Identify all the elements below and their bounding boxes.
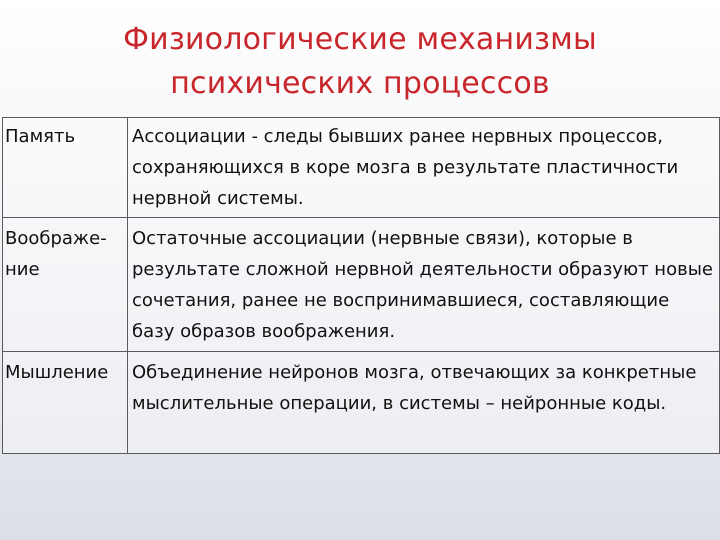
term-imagination: Воображе- ние (5, 228, 107, 280)
term-cell (3, 352, 128, 454)
title-line-2: психических процессов (170, 66, 550, 101)
description-memory: Ассоциации - следы бывших ранее нервных процессов, сохраняющихся в коре мозга в результате пластичности нервной системы. (132, 126, 679, 209)
mechanisms-table (2, 117, 720, 454)
description-imagination: Остаточные ассоциации (нервные связи), которые в результате сложной нервной деятельности образуют новые сочетания, ранее не воспринимавшиеся, составляющие базу образов воображения. (132, 228, 713, 342)
term-thinking: Мышление (5, 362, 109, 383)
description-cell (128, 218, 720, 352)
title-line-1: Физиологические механизмы (123, 22, 597, 57)
table-row (3, 218, 720, 352)
slide-title (0, 18, 720, 106)
table-row (3, 352, 720, 454)
table-row (3, 118, 720, 218)
term-memory: Память (5, 126, 76, 147)
description-thinking: Объединение нейронов мозга, отвечающих за конкретные мыслительные операции, в системы – нейронные коды. (132, 362, 697, 414)
description-cell (128, 352, 720, 454)
description-cell (128, 118, 720, 218)
term-cell (3, 218, 128, 352)
term-cell (3, 118, 128, 218)
